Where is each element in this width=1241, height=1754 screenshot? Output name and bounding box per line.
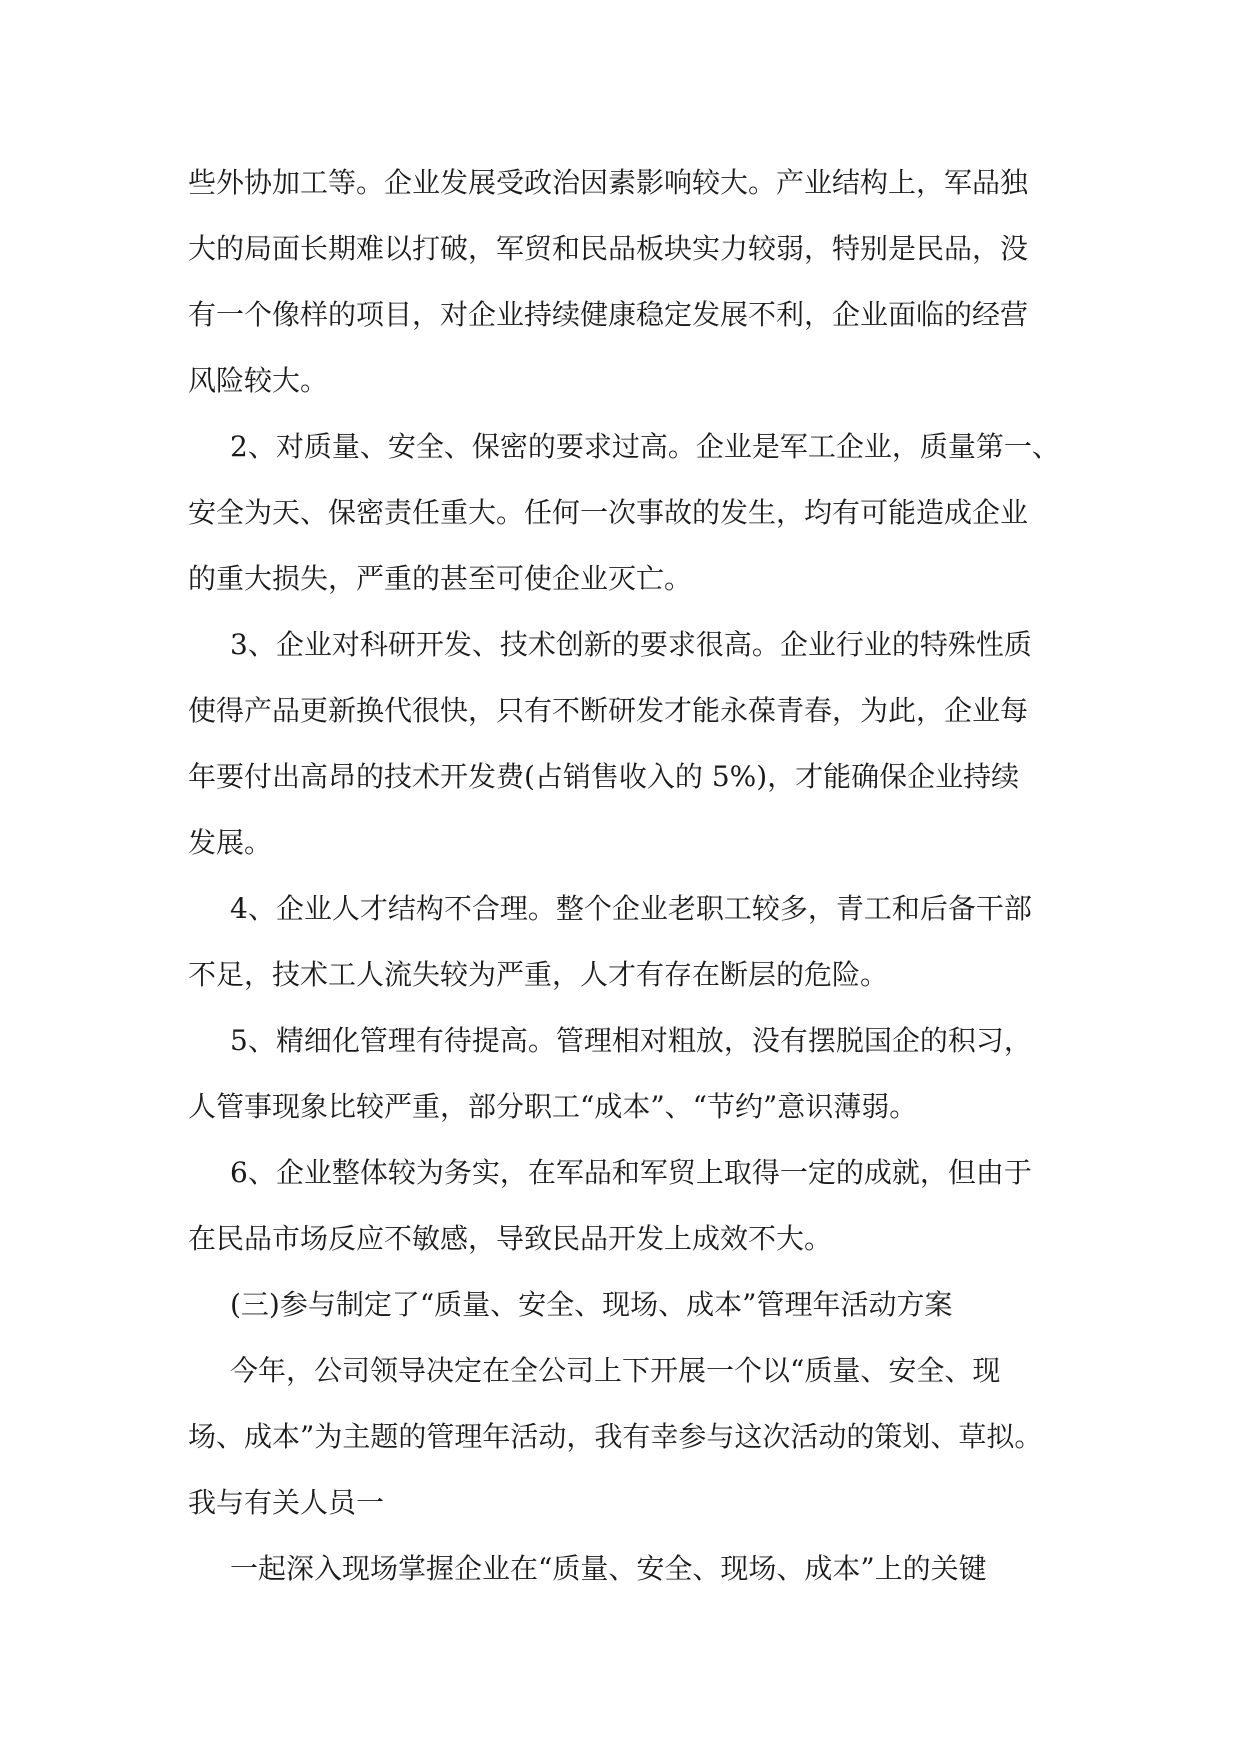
text-line: 人管事现象比较严重，部分职工“成本”、“节约”意识薄弱。 bbox=[188, 1090, 918, 1123]
text-line: 大的局面长期难以打破，军贸和民品板块实力较弱，特别是民品，没 bbox=[188, 232, 1029, 265]
paragraph-2-start: 2、对质量、安全、保密的要求过高。企业是军工企业，质量第一、 bbox=[230, 430, 1060, 463]
text-line: 在民品市场反应不敏感，导致民品开发上成效不大。 bbox=[188, 1222, 833, 1255]
paragraph-start: 一起深入现场掌握企业在“质量、安全、现场、成本”上的关键 bbox=[230, 1552, 987, 1585]
text-line: 的重大损失，严重的甚至可使企业灭亡。 bbox=[188, 562, 693, 595]
paragraph-6-start: 6、企业整体较为务实，在军品和军贸上取得一定的成就，但由于 bbox=[230, 1156, 1032, 1189]
text-line: 安全为天、保密责任重大。任何一次事故的发生，均有可能造成企业 bbox=[188, 496, 1029, 529]
text-line: 年要付出高昂的技术开发费(占销售收入的 5%)，才能确保企业持续 bbox=[188, 760, 1020, 793]
paragraph-start: 今年，公司领导决定在全公司上下开展一个以“质量、安全、现 bbox=[230, 1354, 1001, 1387]
text-line: 有一个像样的项目，对企业持续健康稳定发展不利，企业面临的经营 bbox=[188, 298, 1029, 331]
document-body bbox=[188, 150, 1068, 1602]
text-line: 使得产品更新换代很快，只有不断研发才能永葆青春，为此，企业每 bbox=[188, 694, 1029, 727]
text-line: 发展。 bbox=[188, 826, 273, 859]
text-line: 些外协加工等。企业发展受政治因素影响较大。产业结构上，军品独 bbox=[188, 166, 1029, 199]
paragraph-3-start: 3、企业对科研开发、技术创新的要求很高。企业行业的特殊性质 bbox=[230, 628, 1032, 661]
section-heading: (三)参与制定了“质量、安全、现场、成本”管理年活动方案 bbox=[230, 1288, 953, 1321]
text-line: 我与有关人员一 bbox=[188, 1486, 385, 1519]
paragraph-5-start: 5、精细化管理有待提高。管理相对粗放，没有摆脱国企的积习， bbox=[230, 1024, 1032, 1057]
text-line: 风险较大。 bbox=[188, 364, 329, 397]
text-line: 不足，技术工人流失较为严重，人才有存在断层的危险。 bbox=[188, 958, 889, 991]
paragraph-4-start: 4、企业人才结构不合理。整个企业老职工较多，青工和后备干部 bbox=[230, 892, 1032, 925]
text-line: 场、成本”为主题的管理年活动，我有幸参与这次活动的策划、草拟。 bbox=[188, 1420, 1043, 1453]
